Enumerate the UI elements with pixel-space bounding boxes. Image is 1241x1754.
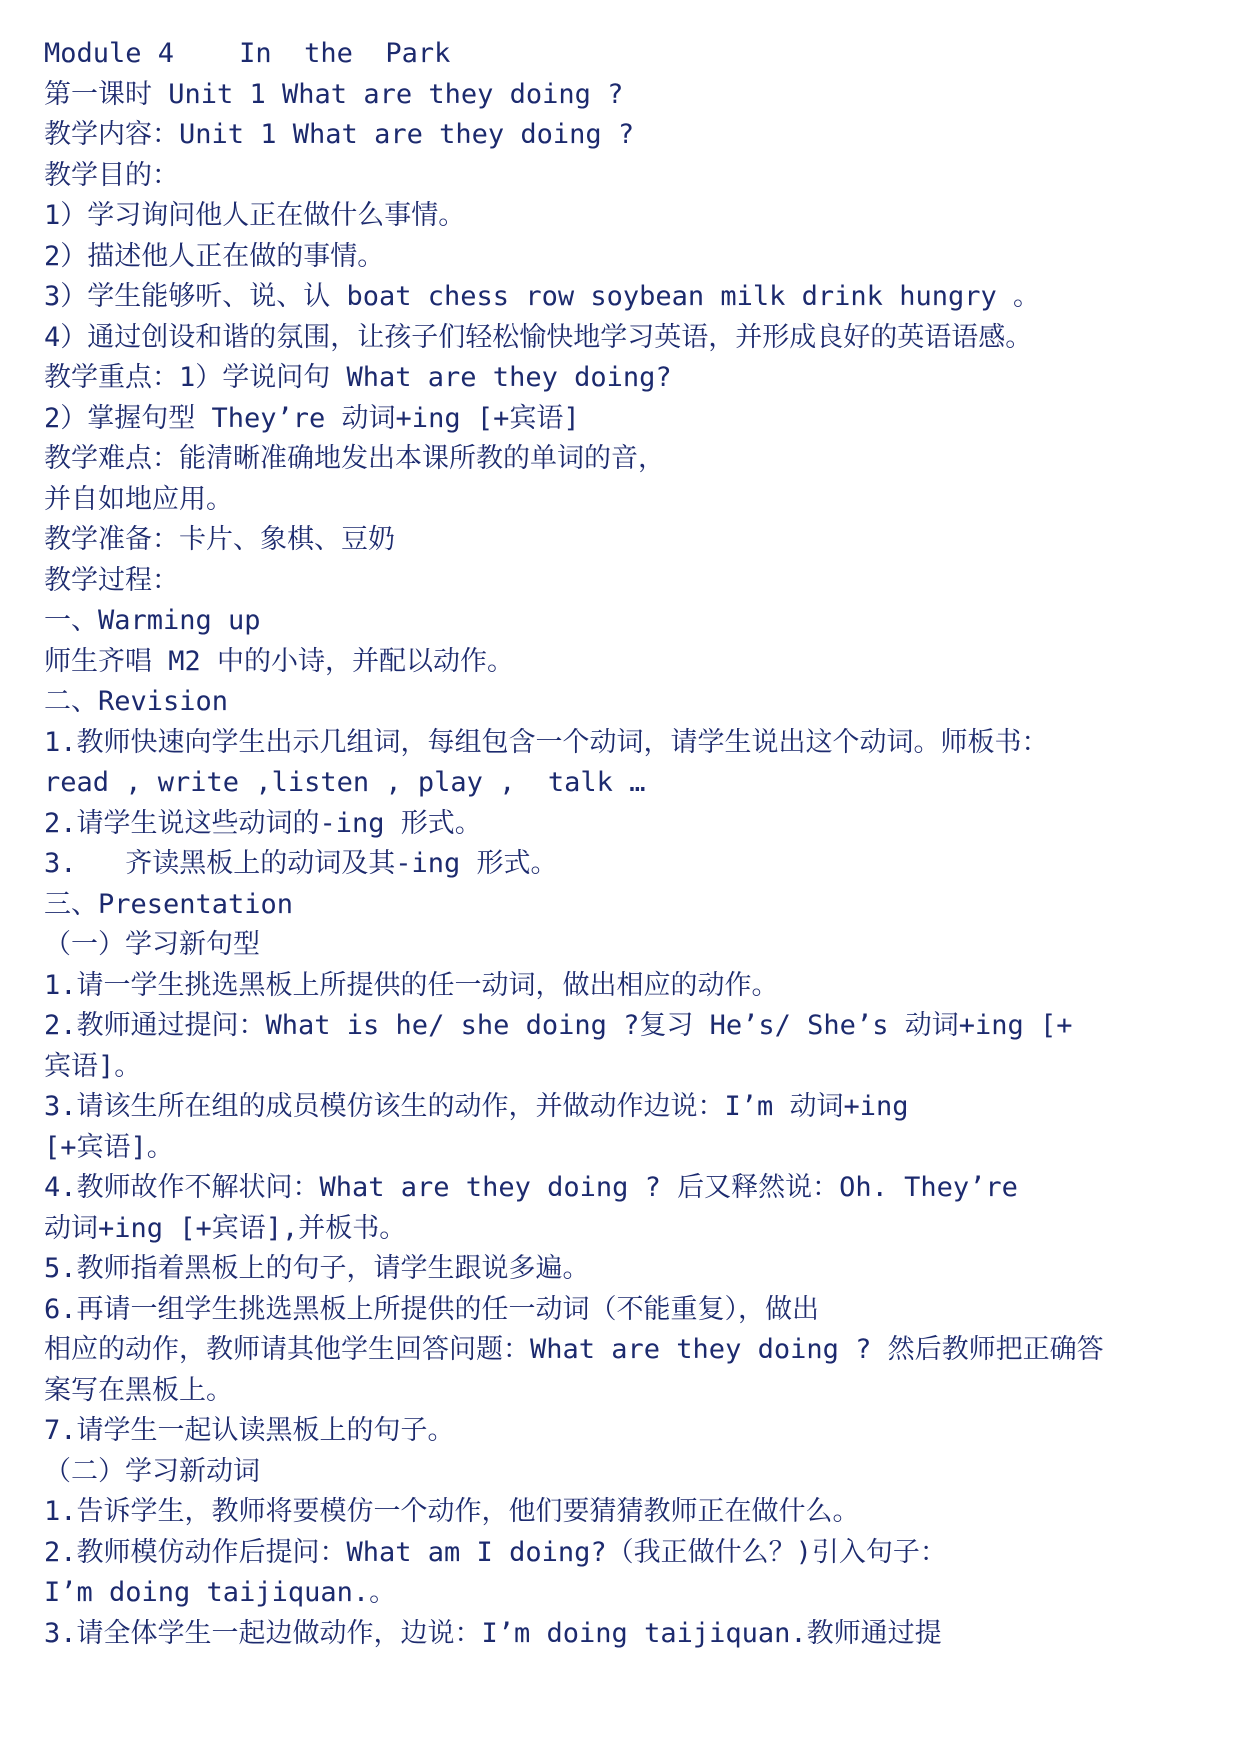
difficulty-line: 教学难点：能清晰准确地发出本课所教的单词的音， bbox=[44, 443, 665, 474]
lesson-title: 第一课时 Unit 1 What are they doing ? bbox=[44, 78, 624, 110]
body-line: 3. 齐读黑板上的动词及其-ing 形式。 bbox=[44, 848, 558, 879]
objective-line: 4）通过创设和谐的氛围，让孩子们轻松愉快地学习英语，并形成良好的英语语感。 bbox=[44, 321, 1033, 353]
body-line: 2.教师模仿动作后提问：What am I doing?（我正做什么？)引入句子： bbox=[44, 1536, 947, 1568]
preparation-line: 教学准备：卡片、象棋、豆奶 bbox=[44, 524, 395, 555]
body-line: 案写在黑板上。 bbox=[44, 1374, 233, 1406]
objective-line: 3）学生能够听、说、认 boat chess row soybean milk drink hungry 。 bbox=[44, 281, 1040, 312]
objective-line: 2）描述他人正在做的事情。 bbox=[44, 240, 385, 272]
key-points-line: 2）掌握句型 They’re 动词+ing [+宾语] bbox=[44, 402, 580, 434]
section-heading: 三、Presentation bbox=[44, 888, 294, 920]
body-line: 4.教师故作不解状问：What are they doing ? 后又释然说：Oh. They’re bbox=[44, 1172, 1018, 1203]
process-heading: 教学过程： bbox=[44, 564, 179, 596]
body-line: 师生齐唱 M2 中的小诗，并配以动作。 bbox=[44, 645, 515, 677]
body-line: 5.教师指着黑板上的句子，请学生跟说多遍。 bbox=[44, 1253, 590, 1284]
key-points-line: 教学重点：1）学说问句 What are they doing? bbox=[44, 362, 672, 393]
body-line: 3.请该生所在组的成员模仿该生的动作，并做动作边说：I’m 动词+ing bbox=[44, 1091, 909, 1122]
module-title: Module 4 In the Park bbox=[44, 38, 451, 69]
subsection-heading: （一）学习新句型 bbox=[44, 929, 260, 960]
body-line: 1.告诉学生，教师将要模仿一个动作，他们要猜猜教师正在做什么。 bbox=[44, 1496, 860, 1527]
body-line: 1.请一学生挑选黑板上所提供的任一动词，做出相应的动作。 bbox=[44, 969, 779, 1001]
body-line: 6.再请一组学生挑选黑板上所提供的任一动词（不能重复），做出 bbox=[44, 1293, 820, 1325]
body-line: 宾语]。 bbox=[44, 1050, 142, 1082]
difficulty-line: 并自如地应用。 bbox=[44, 483, 233, 515]
body-line: 7.请学生一起认读黑板上的句子。 bbox=[44, 1415, 455, 1446]
section-heading: 二、Revision bbox=[44, 686, 229, 717]
objectives-heading: 教学目的： bbox=[44, 159, 179, 191]
body-line: [+宾语]。 bbox=[44, 1131, 174, 1163]
body-line: 1.教师快速向学生出示几组词，每组包含一个动词，请学生说出这个动词。师板书： bbox=[44, 726, 1049, 758]
body-line: 3.请全体学生一起边做动作，边说：I’m doing taijiquan.教师通过提 bbox=[44, 1617, 942, 1649]
body-line: I’m doing taijiquan.。 bbox=[44, 1577, 397, 1608]
teaching-content: 教学内容：Unit 1 What are they doing ? bbox=[44, 119, 635, 150]
body-line: 2.请学生说这些动词的-ing 形式。 bbox=[44, 807, 482, 839]
body-line: 2.教师通过提问：What is he/ she doing ?复习 He’s/ She’s 动词+ing [+ bbox=[44, 1010, 1073, 1041]
objective-line: 1）学习询问他人正在做什么事情。 bbox=[44, 200, 466, 231]
section-heading: 一、Warming up bbox=[44, 605, 261, 636]
document-page bbox=[44, 34, 1214, 1654]
body-line: read , write ,listen , play , talk … bbox=[44, 767, 646, 798]
body-line: 动词+ing [+宾语],并板书。 bbox=[44, 1212, 407, 1244]
body-line: 相应的动作，教师请其他学生回答问题：What are they doing ? 然后教师把正确答 bbox=[44, 1334, 1104, 1365]
subsection-heading: （二）学习新动词 bbox=[44, 1455, 260, 1487]
